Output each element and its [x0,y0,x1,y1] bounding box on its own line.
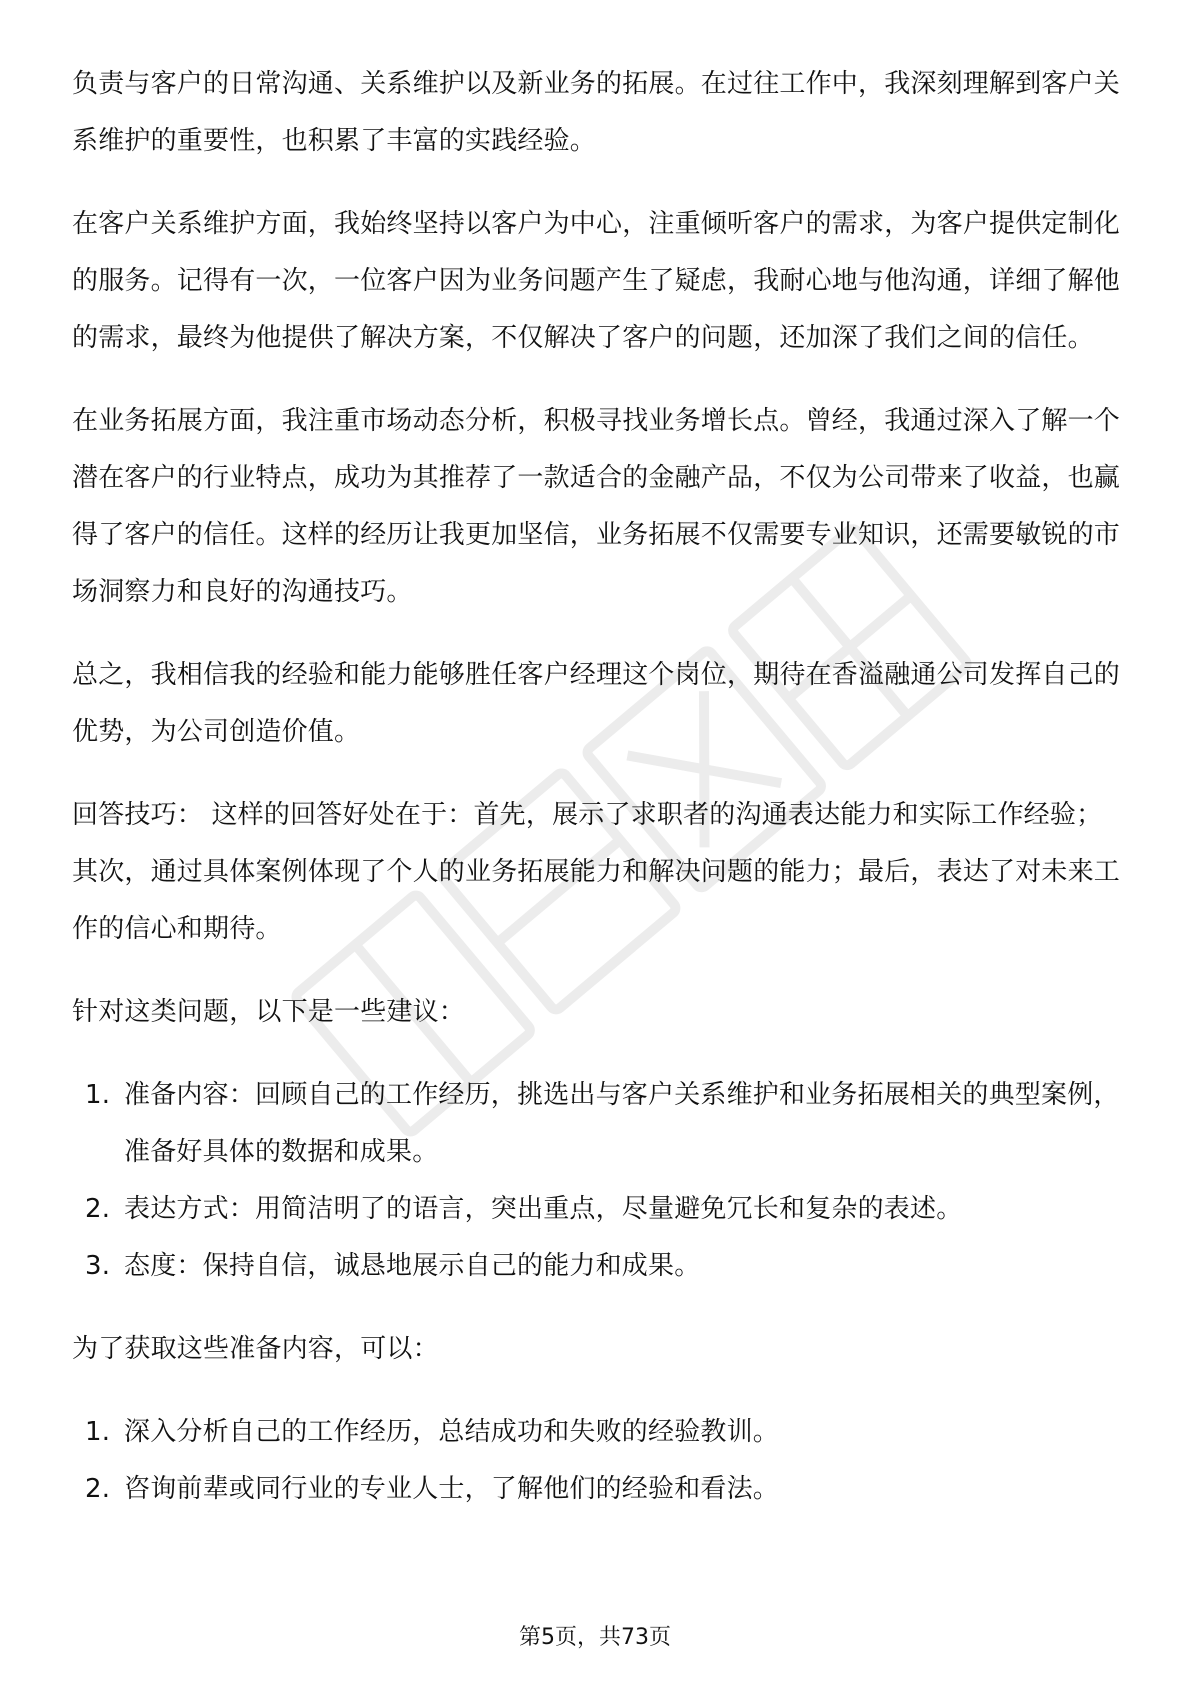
list-number: 2. [85,1474,111,1504]
paragraph-business-expansion: 在业务拓展方面，我注重市场动态分析，积极寻找业务增长点。曾经，我通过深入了解一个潜在客户的行业特点，成功为其推荐了一款适合的金融产品，不仅为公司带来了收益，也赢得了客户的信任。这样的经历让我更加坚信，业务拓展不仅需要专业知识，还需要敏锐的市场洞察力和良好的沟通技巧。 [72,406,1121,607]
paragraph-methods-intro: 为了获取这些准备内容，可以： [72,1334,439,1364]
paragraph-client-relations: 在客户关系维护方面，我始终坚持以客户为中心，注重倾听客户的需求，为客户提供定制化的服务。记得有一次，一位客户因为业务问题产生了疑虑，我耐心地与他沟通，详细了解他的需求，最终为他提供了解决方案，不仅解决了客户的问题，还加深了我们之间的信任。 [72,209,1121,353]
list-item [72,1067,1122,1181]
paragraph-conclusion: 总之，我相信我的经验和能力能够胜任客户经理这个岗位，期待在香溢融通公司发挥自己的优势，为公司创造价值。 [72,660,1121,747]
list-number: 1. [85,1417,111,1447]
list-text: 深入分析自己的工作经历，总结成功和失败的经验教训。 [124,1417,780,1447]
list-text: 咨询前辈或同行业的专业人士，了解他们的经验和看法。 [124,1474,780,1504]
list-text: 表达方式：用简洁明了的语言，突出重点，尽量避免冗长和复杂的表述。 [124,1194,963,1224]
list-item [72,1181,1122,1238]
list-item [72,1238,1122,1295]
list-item [72,1461,1122,1518]
methods-list [72,1404,1122,1518]
suggestions-list [72,1067,1122,1295]
list-text: 态度：保持自信，诚恳地展示自己的能力和成果。 [124,1251,701,1281]
page-number: 第5页，共73页 [519,1625,671,1650]
list-text: 准备内容：回顾自己的工作经历，挑选出与客户关系维护和业务拓展相关的典型案例，准备好具体的数据和成果。 [124,1080,1120,1167]
list-number: 3. [85,1251,111,1281]
list-item [72,1404,1122,1461]
paragraph-suggestions-intro: 针对这类问题，以下是一些建议： [72,997,466,1027]
paragraph-experience-intro: 负责与客户的日常沟通、关系维护以及新业务的拓展。在过往工作中，我深刻理解到客户关系维护的重要性，也积累了丰富的实践经验。 [72,69,1121,156]
list-number: 2. [85,1194,111,1224]
document-body [72,56,1122,1544]
paragraph-answer-tips: 回答技巧： 这样的回答好处在于：首先，展示了求职者的沟通表达能力和实际工作经验；其次，通过具体案例体现了个人的业务拓展能力和解决问题的能力；最后，表达了对未来工作的信心和期待。 [72,800,1121,944]
list-number: 1. [85,1080,111,1110]
